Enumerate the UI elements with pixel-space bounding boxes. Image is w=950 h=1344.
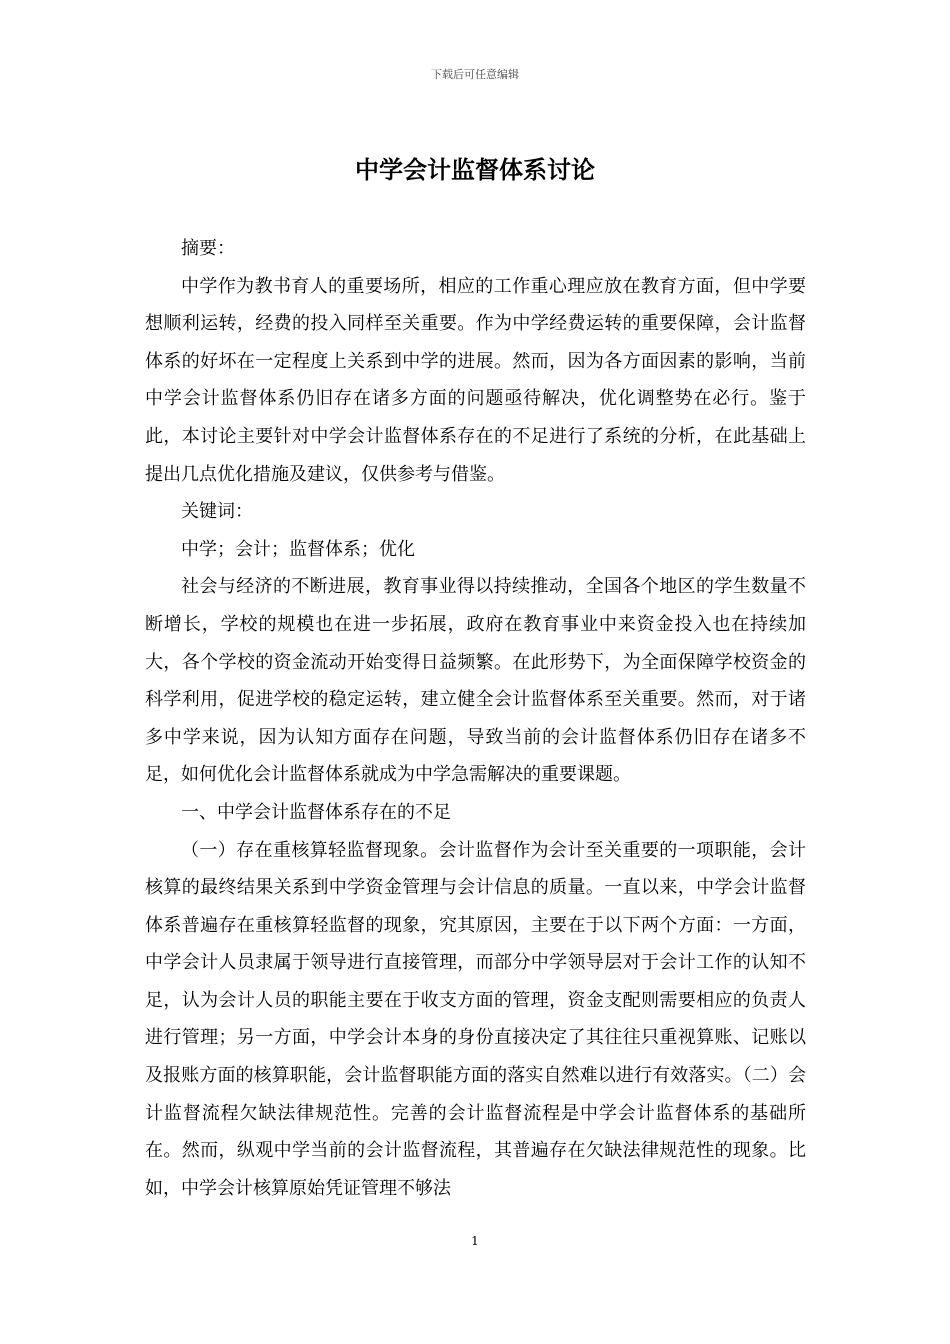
keywords-list: 中学；会计；监督体系；优化 — [181, 538, 415, 560]
intro-paragraph: 社会与经济的不断进展，教育事业得以持续推动，全国各个地区的学生数量不断增长，学校的规模也在进一步拓展，政府在教育事业中来资金投入也在持续加大，各个学校的资金流动开始变得日益频繁。在此形势下，为全面保障学校资金的科学利用，促进学校的稳定运转，建立健全会计监督体系至关重要。然而，对于诸多中学来说，因为认知方面存在问题，导致当前的会计监督体系仍旧存在诸多不足，如何优化会计监督体系就成为中学急需解决的重要课题。 — [145, 576, 806, 786]
abstract-heading: 摘要： — [181, 238, 235, 259]
page-number: 1 — [471, 1234, 479, 1248]
header-note: 下载后可任意编辑 — [431, 68, 519, 81]
section-heading-1: 一、中学会计监督体系存在的不足 — [181, 801, 451, 823]
document-body — [145, 230, 806, 1207]
section-1-paragraph: （一）存在重核算轻监督现象。会计监督作为会计至关重要的一项职能，会计核算的最终结果关系到中学资金管理与会计信息的质量。一直以来，中学会计监督体系普遍存在重核算轻监督的现象，究其原因，主要在于以下两个方面：一方面，中学会计人员隶属于领导进行直接管理，而部分中学领导层对于会计工作的认知不足，认为会计人员的职能主要在于收支方面的管理，资金支配则需要相应的负责人进行管理；另一方面，中学会计本身的身份直接决定了其往往只重视算账、记账以及报账方面的核算职能，会计监督职能方面的落实自然难以进行有效落实。（二）会计监督流程欠缺法律规范性。完善的会计监督流程是中学会计监督体系的基础所在。然而，纵观中学当前的会计监督流程，其普遍存在欠缺法律规范性的现象。比如，中学会计核算原始凭证管理不够法 — [145, 839, 806, 1199]
abstract-paragraph: 中学作为教书育人的重要场所，相应的工作重心理应放在教育方面，但中学要想顺利运转，经费的投入同样至关重要。作为中学经费运转的重要保障，会计监督体系的好坏在一定程度上关系到中学的进展。然而，因为各方面因素的影响，当前中学会计监督体系仍旧存在诸多方面的问题亟待解决，优化调整势在必行。鉴于此，本讨论主要针对中学会计监督体系存在的不足进行了系统的分析，在此基础上提出几点优化措施及建议，仅供参考与借鉴。 — [145, 275, 806, 485]
keywords-heading: 关键词： — [181, 501, 253, 523]
document-title: 中学会计监督体系讨论 — [355, 156, 595, 184]
